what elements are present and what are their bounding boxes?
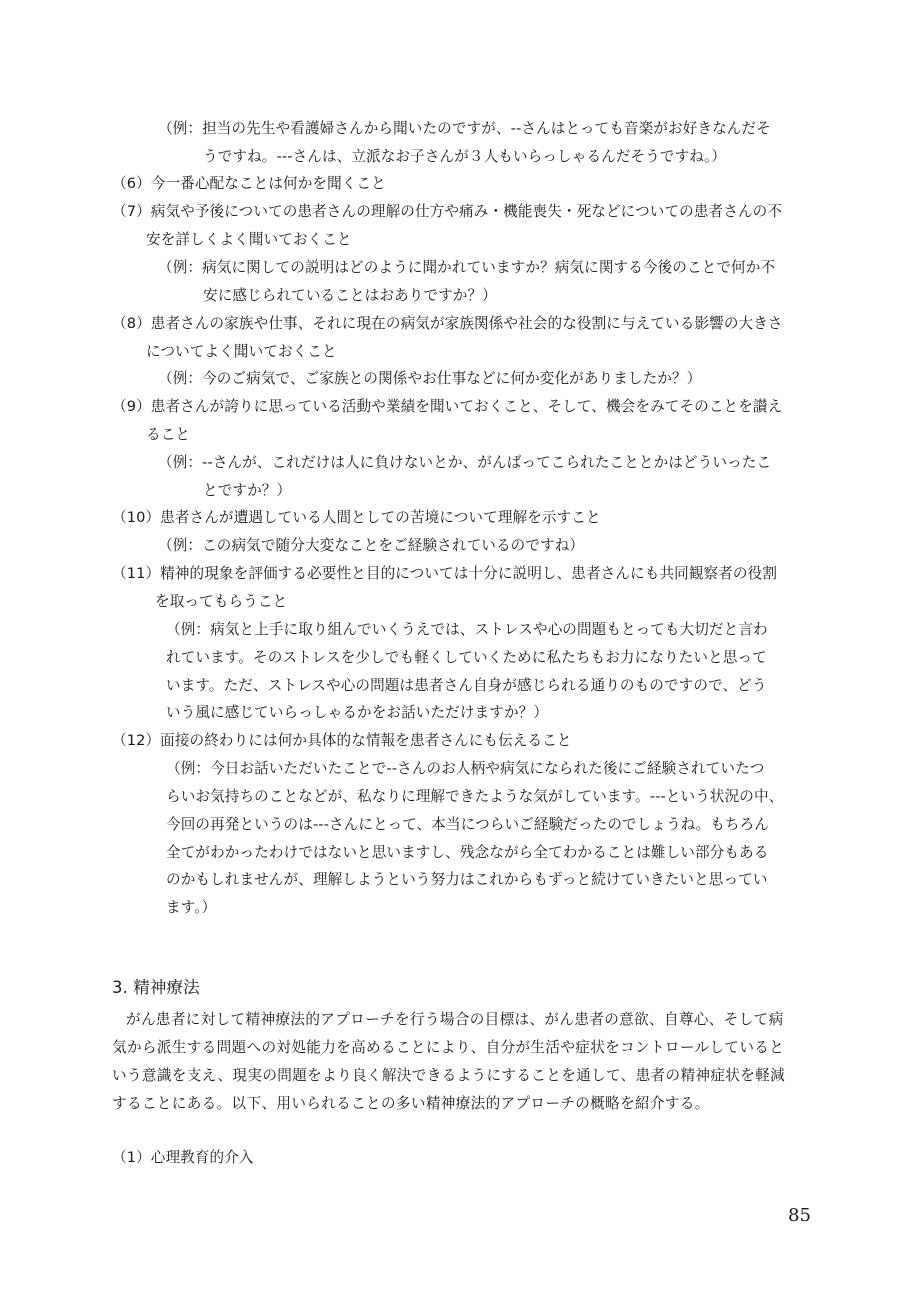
example-line: （例：担当の先生や看護婦さんから聞いたのですが、--さんはとっても音楽がお好きなんだそ xyxy=(158,120,771,137)
paragraph-line: がん患者に対して精神療法的アプローチを行う場合の目標は、がん患者の意欲、自尊心、そして病 xyxy=(126,1011,784,1028)
example-line: （例：--さんが、これだけは人に負けないとか、がんばってこられたこととかはどういったこ xyxy=(158,454,772,471)
example-line: うですね。---さんは、立派なお子さんが３人もいらっしゃるんだそうですね。） xyxy=(203,148,727,165)
example-line: （例：この病気で随分大変なことをご経験されているのですね） xyxy=(158,537,585,554)
paragraph-line: 気から派生する問題への対処能力を高めることにより、自分が生活や症状をコントロールしていると xyxy=(112,1039,785,1056)
paragraph-line: いう意識を支え、現実の問題をより良く解決できるようにすることを通して、患者の精神症状を軽減 xyxy=(112,1067,786,1084)
example-line: とですか？） xyxy=(203,482,292,499)
list-item-10: （10）患者さんが遭遇している人間としての苦境について理解を示すこと xyxy=(112,509,601,526)
example-line: らいお気持ちのことなどが、私なりに理解できたような気がしています。---という状況の中、 xyxy=(166,788,784,805)
example-line: いう風に感じていらっしゃるかをお話いただけますか？） xyxy=(166,704,549,721)
list-item-11-cont: を取ってもらうこと xyxy=(155,593,288,610)
example-line: います。ただ、ストレスや心の問題は患者さん自身が感じられる通りのものですので、どう xyxy=(166,677,767,694)
example-line: （例：今日お話いただいたことで--さんのお人柄や病気になられた後にご経験されていたつ xyxy=(166,760,765,777)
example-line: のかもしれませんが、理解しようという努力はこれからもずっと続けていきたいと思ってい xyxy=(166,871,768,888)
example-line: 安に感じられていることはおありですか？） xyxy=(203,287,497,304)
list-item-11: （11）精神的現象を評価する必要性と目的については十分に説明し、患者さんにも共同観察者の役割 xyxy=(112,565,778,582)
example-line: （例：病気と上手に取り組んでいくうえでは、ストレスや心の問題もとっても大切だと言わ xyxy=(166,621,768,638)
example-line: ます。） xyxy=(166,899,217,916)
example-line: （例：病気に関しての説明はどのように聞かれていますか？病気に関する今後のことで何か不 xyxy=(158,259,776,276)
example-line: （例：今のご病気で、ご家族との関係やお仕事などに何か変化がありましたか？） xyxy=(158,370,702,387)
example-line: 全てがわかったわけではないと思いますし、残念ながら全てわかることは難しい部分もある xyxy=(166,844,769,861)
example-line: れています。そのストレスを少しでも軽くしていくために私たちもお力になりたいと思って xyxy=(166,649,767,666)
example-line: 今回の再発というのは---さんにとって、本当につらいご経験だったのでしょうね。もちろん xyxy=(166,816,769,833)
section-heading: 3. 精神療法 xyxy=(112,978,200,997)
list-item-7: （7）病気や予後についての患者さんの理解の仕方や痛み・機能喪失・死などについての患者さんの不 xyxy=(112,203,783,220)
subsection-heading: （1）心理教育的介入 xyxy=(112,1149,254,1166)
list-item-9-cont: ること xyxy=(146,426,191,443)
list-item-7-cont: 安を詳しくよく聞いておくこと xyxy=(146,231,352,248)
list-item-6: （6）今一番心配なことは何かを聞くこと xyxy=(112,175,386,192)
paragraph-line: することにある。以下、用いられることの多い精神療法的アプローチの概略を紹介する。 xyxy=(112,1095,710,1112)
page-number: 85 xyxy=(788,1205,811,1226)
list-item-8-cont: についてよく聞いておくこと xyxy=(146,343,337,360)
list-item-8: （8）患者さんの家族や仕事、それに現在の病気が家族関係や社会的な役割に与えている影響の大きさ xyxy=(112,315,783,332)
list-item-12: （12）面接の終わりには何か具体的な情報を患者さんにも伝えること xyxy=(112,732,572,749)
list-item-9: （9）患者さんが誇りに思っている活動や業績を聞いておくこと、そして、機会をみてそのことを讃え xyxy=(112,398,783,415)
